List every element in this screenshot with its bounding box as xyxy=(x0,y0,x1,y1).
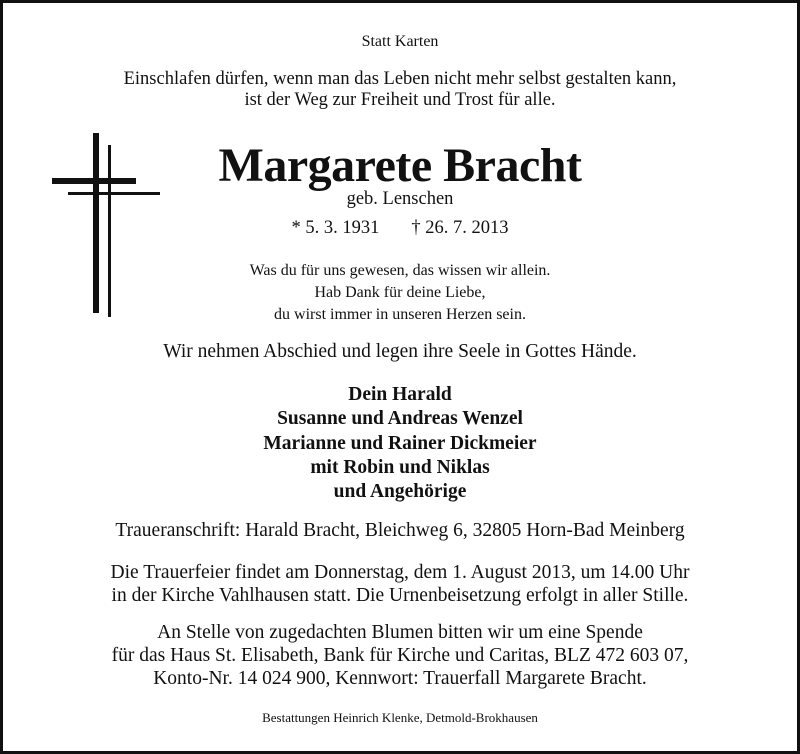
undertaker: Bestattungen Heinrich Klenke, Detmold-Brokhausen xyxy=(262,710,538,725)
mourner-2: Susanne und Andreas Wenzel xyxy=(277,408,523,429)
donation-line-3: Konto-Nr. 14 024 900, Kennwort: Trauerfall Margarete Bracht. xyxy=(153,668,647,689)
motto-line-1: Einschlafen dürfen, wenn man das Leben nicht mehr selbst gestalten kann, xyxy=(123,69,677,89)
farewell-text: Wir nehmen Abschied und legen ihre Seele in Gottes Hände. xyxy=(163,341,637,362)
ceremony-line-1: Die Trauerfeier findet am Donnerstag, dem 1. August 2013, um 14.00 Uhr xyxy=(110,562,690,583)
donation-line-2: für das Haus St. Elisabeth, Bank für Kirche und Caritas, BLZ 472 603 07, xyxy=(111,645,689,666)
poem-line-3: du wirst immer in unseren Herzen sein. xyxy=(274,306,526,323)
life-dates xyxy=(0,218,800,239)
maiden-name: geb. Lenschen xyxy=(346,189,454,209)
motto-line-2: ist der Weg zur Freiheit und Trost für alle. xyxy=(244,90,556,110)
donation-line-1: An Stelle von zugedachten Blumen bitten wir um eine Spende xyxy=(157,622,643,643)
deceased-name: Margarete Bracht xyxy=(218,139,582,192)
notice-header: Statt Karten xyxy=(361,33,439,50)
poem-line-1: Was du für uns gewesen, das wissen wir allein. xyxy=(249,262,551,279)
mourner-4: mit Robin und Niklas xyxy=(310,457,490,478)
mourner-3: Marianne und Rainer Dickmeier xyxy=(263,433,537,454)
mourning-address: Traueranschrift: Harald Bracht, Bleichweg 6, 32805 Horn-Bad Meinberg xyxy=(115,520,685,541)
mourner-1: Dein Harald xyxy=(348,384,452,405)
mourner-5: und Angehörige xyxy=(333,481,467,502)
death-date: † 26. 7. 2013 xyxy=(411,218,509,238)
ceremony-line-2: in der Kirche Vahlhausen statt. Die Urnenbeisetzung erfolgt in aller Stille. xyxy=(111,585,689,606)
poem-line-2: Hab Dank für deine Liebe, xyxy=(314,284,486,301)
birth-date: * 5. 3. 1931 xyxy=(291,218,380,238)
